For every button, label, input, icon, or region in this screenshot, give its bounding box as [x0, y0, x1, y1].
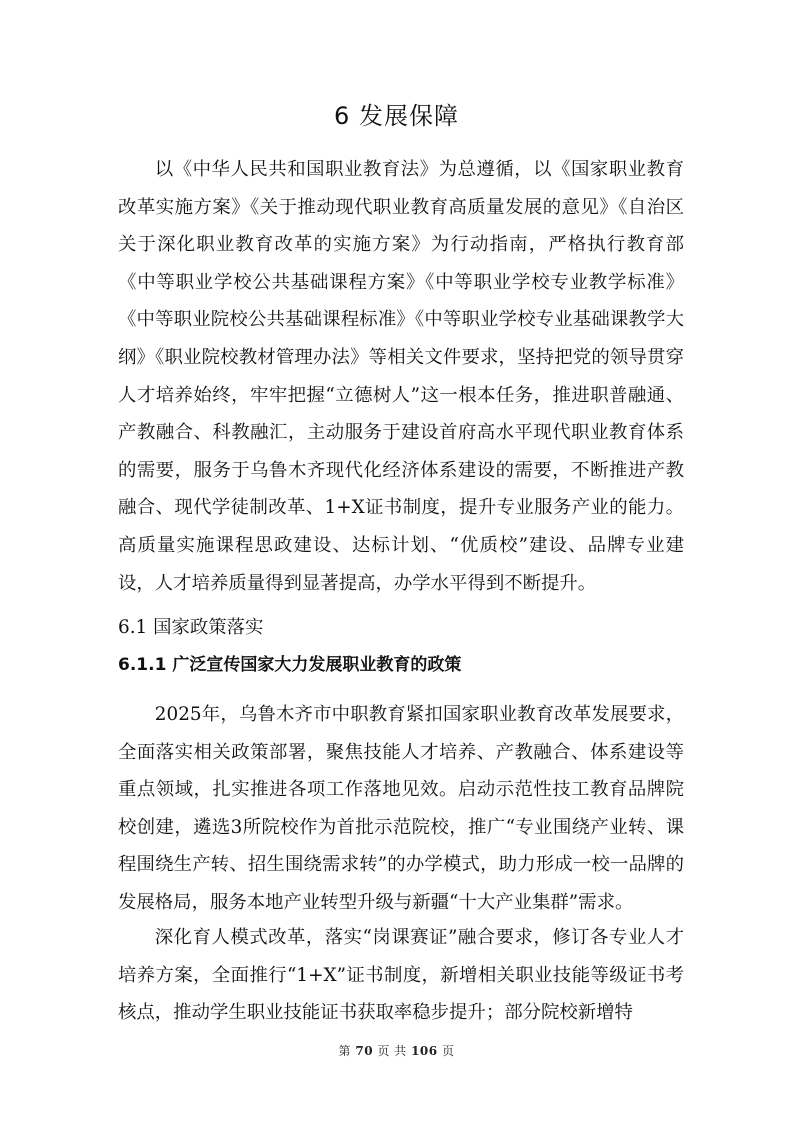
footer-prefix: 第: [338, 1044, 352, 1058]
footer-suffix: 页: [441, 1044, 455, 1058]
intro-paragraph: 以《中华人民共和国职业教育法》为总遵循，以《国家职业教育改革实施方案》《关于推动现代职业教育高质量发展的意见》《自治区关于深化职业教育改革的实施方案》为行动指南，严格执行教育部《中等职业学校公共基础课程方案》《中等职业学校专业教学标准》《中等职业院校公共基础课程标准》《中等职业学校专业基础课教学大纲》《职业院校教材管理办法》等相关文件要求，坚持把党的领导贯穿人才培养始终，牢牢把握“立德树人”这一根本任务，推进职普融通、产教融合、科教融汇，主动服务于建设首府高水平现代职业教育体系的需要，服务于乌鲁木齐现代化经济体系建设的需要，不断推进产教融合、现代学徒制改革、1+X证书制度，提升专业服务产业的能力。高质量实施课程思政建设、达标计划、“优质校”建设、品牌专业建设，人才培养质量得到显著提高，办学水平得到不断提升。: [118, 159, 684, 594]
section-title: 6 发展保障: [334, 102, 459, 130]
subsection-title: 6.1 国家政策落实: [118, 617, 264, 638]
subsubsection-title: 6.1.1 广泛宣传国家大力发展职业教育的政策: [118, 655, 462, 675]
body-paragraph-2: 2025年，乌鲁木齐市中职教育紧扣国家职业教育改革发展要求，全面落实相关政策部署，聚焦技能人才培养、产教融合、体系建设等重点领域，扎实推进各项工作落地见效。启动示范性技工教育品牌院校创建，遴选3所院校作为首批示范院校，推广“专业围绕产业转、课程围绕生产转、招生围绕需求转”的办学模式，助力形成一校一品牌的发展格局，服务本地产业转型升级与新疆“十大产业集群”需求。: [118, 704, 684, 913]
page-footer: [0, 1042, 793, 1059]
total-page-count: 106: [411, 1044, 438, 1058]
body-paragraph-3: 深化育人模式改革，落实“岗课赛证”融合要求，修订各专业人才培养方案，全面推行“1+X”证书制度，新增相关职业技能等级证书考核点，推动学生职业技能证书获取率稳步提升；部分院校新增特: [118, 927, 684, 1024]
footer-middle: 页 共: [377, 1044, 407, 1058]
current-page-number: 70: [355, 1044, 374, 1058]
